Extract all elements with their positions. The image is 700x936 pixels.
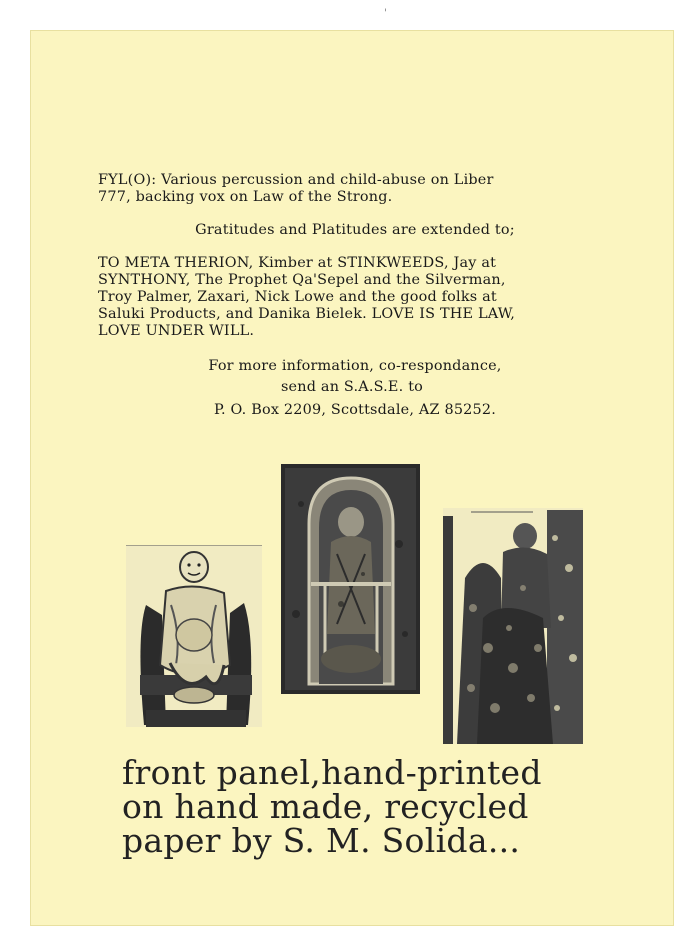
thanks-line: Saluki Products, and Danika Bielek. LOVE IS THE LAW, (98, 306, 515, 322)
caption-line-1: front panel,hand-printed (122, 753, 542, 792)
credits-block (98, 172, 592, 419)
caption-block (122, 753, 642, 860)
thanks-line: SYNTHONY, The Prophet Qa'Sepel and the Silverman, (98, 272, 506, 288)
sase-line: send an S.A.S.E. to (280, 379, 424, 395)
thanks-line: LOVE UNDER WILL. (98, 323, 255, 339)
fylo-line-2: 777, backing vox on Law of the Strong. (98, 189, 393, 205)
fylo-line-1: FYL(O): Various percussion and child-abuse on Liber (98, 172, 494, 188)
photo-seated-figure (126, 545, 262, 727)
caption-line-3: paper by S. M. Solida... (122, 821, 521, 860)
thanks-line: TO META THERION, Kimber at STINKWEEDS, Jay at (98, 255, 497, 271)
thanks-line: Troy Palmer, Zaxari, Nick Lowe and the good folks at (98, 289, 497, 305)
photo-standing-figure (443, 508, 583, 744)
caption-line-2: on hand made, recycled (122, 787, 529, 826)
gratitudes-heading: Gratitudes and Platitudes are extended to; (195, 222, 515, 238)
info-line: For more information, co-respondance, (208, 358, 502, 374)
address-line: P. O. Box 2209, Scottsdale, AZ 85252. (213, 402, 497, 418)
scan-mark: ' (384, 8, 387, 19)
photo-arched-figure (281, 464, 420, 694)
